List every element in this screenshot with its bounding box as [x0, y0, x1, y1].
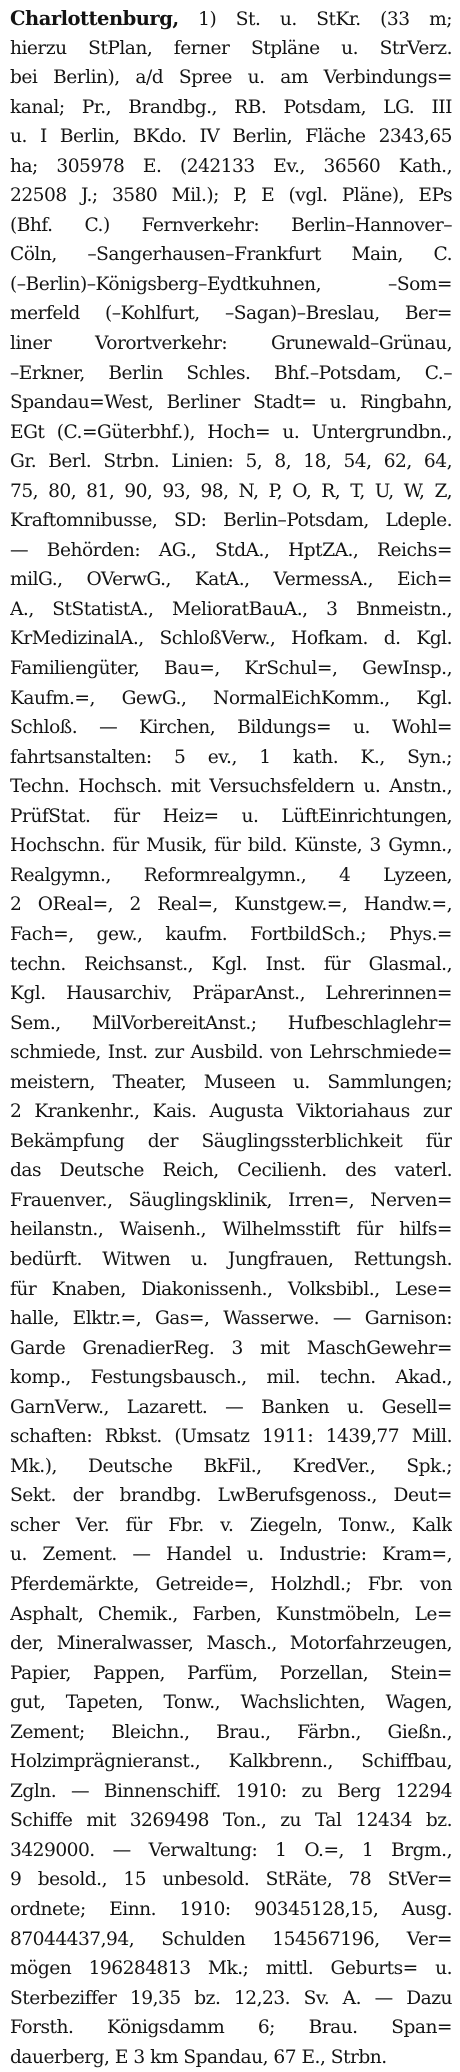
text-line — [10, 1836, 452, 1866]
text-line-content: Frauenver., Säuglingsklinik, Irren=, Nerven= — [10, 1189, 452, 1211]
text-line-content: Sterbeziffer 19,35 bz. 12,23. Sv. A. — Dazu — [10, 1987, 452, 2009]
text-line — [10, 63, 452, 93]
text-line-content: dauerberg, E 3 km Spandau, 67 E., Strbn. — [10, 2046, 387, 2068]
text-line — [10, 536, 452, 566]
text-line-content: hierzu StPlan, ferner Stpläne u. StrVerz. — [10, 37, 452, 59]
text-line — [10, 122, 452, 152]
text-line-content: Familiengüter, Bau=, KrSchul=, GewInsp., — [10, 658, 452, 680]
text-line-content: ha; 305978 E. (242133 Ev., 36560 Kath., — [10, 155, 452, 177]
text-line — [10, 802, 452, 832]
text-line — [10, 861, 452, 891]
text-line-content: mögen 196284813 Mk.; mittl. Geburts= u. — [10, 1958, 452, 1980]
text-line — [10, 1777, 452, 1807]
text-line — [10, 950, 452, 980]
text-line-content: milG., OVerwG., KatA., VermessA., Eich= — [10, 569, 452, 591]
text-line-content: Kgl. Hausarchiv, PräparAnst., Lehrerinnen= — [10, 983, 452, 1005]
text-line-content: 87044437,94, Schulden 154567196, Ver= — [10, 1928, 452, 1950]
text-line — [10, 34, 452, 64]
text-line — [10, 1363, 452, 1393]
text-line-content: kanal; Pr., Brandbg., RB. Potsdam, LG. III — [10, 96, 452, 118]
text-line — [10, 1895, 452, 1925]
text-line-content: scher Ver. für Fbr. v. Ziegeln, Tonw., Kalk — [10, 1514, 452, 1536]
text-line — [10, 565, 452, 595]
text-line — [10, 890, 452, 920]
text-line-content: Kraftomnibusse, SD: Berlin–Potsdam, Ldeple. — [10, 510, 452, 532]
text-line — [10, 1511, 452, 1541]
text-line-content: (–Berlin)–Königsberg–Eydtkuhnen, –Som= — [10, 273, 452, 295]
text-line — [10, 299, 452, 329]
text-line — [10, 4, 452, 34]
text-line — [10, 1747, 452, 1777]
text-line — [10, 979, 452, 1009]
text-line-content: 3429000. — Verwaltung: 1 O.=, 1 Brgm., — [10, 1839, 452, 1861]
text-line-content: Fach=, gew., kaufm. FortbildSch.; Phys.= — [10, 923, 452, 945]
text-line — [10, 1422, 452, 1452]
text-line — [10, 654, 452, 684]
text-line — [10, 772, 452, 802]
text-line-content: Holzimprägnieranst., Kalkbrenn., Schiffbau, — [10, 1751, 452, 1773]
text-line-content: u. I Berlin, BKdo. IV Berlin, Fläche 2343,65 — [10, 126, 452, 148]
text-line — [10, 1215, 452, 1245]
text-line-content: Sekt. der brandbg. LwBerufsgenoss., Deut= — [10, 1485, 452, 1507]
text-line — [10, 1186, 452, 1216]
text-line-content: merfeld (–Kohlfurt, –Sagan)–Breslau, Ber= — [10, 303, 452, 325]
text-line — [10, 1393, 452, 1423]
text-line — [10, 1156, 452, 1186]
text-line-content: –Erkner, Berlin Schles. Bhf.–Potsdam, C.– — [10, 362, 452, 384]
text-line-content: 9 besold., 15 unbesold. StRäte, 78 StVer= — [10, 1869, 452, 1891]
text-line-content: komp., Festungsbausch., mil. techn. Akad., — [10, 1367, 452, 1389]
text-line — [10, 595, 452, 625]
text-line — [10, 477, 452, 507]
text-line — [10, 1127, 452, 1157]
text-line — [10, 1452, 452, 1482]
text-line-content: Cöln, –Sangerhausen–Frankfurt Main, C. — [10, 244, 452, 266]
text-line — [10, 1038, 452, 1068]
text-line-content: Hochschn. für Musik, für bild. Künste, 3 Gymn., — [10, 835, 452, 857]
text-line-content: gut, Tapeten, Tonw., Wachslichten, Wagen, — [10, 1692, 452, 1714]
text-line-content: Spandau=West, Berliner Stadt= u. Ringbahn, — [10, 392, 452, 414]
text-line-content: 2 OReal=, 2 Real=, Kunstgew.=, Handw.=, — [10, 894, 452, 916]
text-line — [10, 920, 452, 950]
text-line-content: EGt (C.=Güterbhf.), Hoch= u. Untergrundbn., — [10, 421, 452, 443]
text-line-content: KrMedizinalA., SchloßVerw., Hofkam. d. Kgl. — [10, 628, 452, 650]
text-line — [10, 447, 452, 477]
text-line — [10, 211, 452, 241]
text-line — [10, 1806, 452, 1836]
text-line-content: Zement; Bleichn., Brau., Färbn., Gießn., — [10, 1721, 452, 1743]
text-line-content: bei Berlin), a/d Spree u. am Verbindungs= — [10, 67, 452, 89]
gazetteer-entry-charlottenburg — [10, 4, 452, 2072]
text-line-content: fahrtsanstalten: 5 ev., 1 kath. K., Syn.; — [10, 746, 452, 768]
text-line-content: schmiede, Inst. zur Ausbild. von Lehrschmiede= — [10, 1042, 452, 1064]
text-line — [10, 1688, 452, 1718]
text-line-content: der, Mineralwasser, Masch., Motorfahrzeugen, — [10, 1633, 452, 1655]
text-line — [10, 713, 452, 743]
text-line — [10, 1984, 452, 2014]
text-line — [10, 1925, 452, 1955]
text-line-content: PrüfStat. für Heiz= u. LüftEinrichtungen, — [10, 805, 452, 827]
text-line-content: u. Zement. — Handel u. Industrie: Kram=, — [10, 1544, 452, 1566]
text-line-content: liner Vorortverkehr: Grunewald–Grünau, — [10, 333, 452, 355]
text-line-content: Sem., MilVorbereitAnst.; Hufbeschlaglehr= — [10, 1012, 452, 1034]
text-line — [10, 1275, 452, 1305]
text-line — [10, 1540, 452, 1570]
text-line-content: 22508 J.; 3580 Mil.); P, E (vgl. Pläne), EPs — [10, 185, 452, 207]
text-line-content: ordnete; Einn. 1910: 90345128,15, Ausg. — [10, 1899, 452, 1920]
text-line-content: schaften: Rbkst. (Umsatz 1911: 1439,77 Mill. — [10, 1426, 452, 1448]
text-line-content: 2 Krankenhr., Kais. Augusta Viktoriahaus zur — [10, 1101, 452, 1123]
text-line — [10, 1068, 452, 1098]
text-line-content: halle, Elktr.=, Gas=, Wasserwe. — Garnison: — [10, 1308, 452, 1330]
text-line — [10, 506, 452, 536]
text-line-content: Techn. Hochsch. mit Versuchsfeldern u. Anstn., — [10, 776, 452, 798]
text-line — [10, 684, 452, 714]
text-line — [10, 1570, 452, 1600]
text-line-content: Zgln. — Binnenschiff. 1910: zu Berg 12294 — [10, 1780, 452, 1802]
text-line — [10, 240, 452, 270]
text-line — [10, 1481, 452, 1511]
text-line-content: für Knaben, Diakonissenh., Volksbibl., Lese= — [10, 1278, 452, 1300]
text-line — [10, 270, 452, 300]
text-line-content: GarnVerw., Lazarett. — Banken u. Gesell= — [10, 1396, 452, 1418]
text-line-content: — Behörden: AG., StdA., HptZA., Reichs= — [10, 539, 452, 561]
text-line-content: Asphalt, Chemik., Farben, Kunstmöbeln, Le= — [10, 1603, 452, 1625]
entry-headword: Charlottenburg, — [10, 7, 179, 30]
text-line — [10, 418, 452, 448]
text-line — [10, 1954, 452, 1984]
text-line-content: Schloß. — Kirchen, Bildungs= u. Wohl= — [10, 717, 452, 739]
text-line-content: Gr. Berl. Strbn. Linien: 5, 8, 18, 54, 62, 64, — [10, 451, 452, 473]
text-line — [10, 831, 452, 861]
text-line — [10, 1304, 452, 1334]
text-line-content: A., StStatistA., MelioratBauA., 3 Bnmeistn., — [10, 598, 452, 620]
text-line — [10, 2043, 452, 2072]
text-line — [10, 743, 452, 773]
text-line — [10, 329, 452, 359]
text-line — [10, 1659, 452, 1689]
text-line — [10, 624, 452, 654]
text-line-content: (Bhf. C.) Fernverkehr: Berlin–Hannover– — [10, 214, 452, 236]
text-line-content: techn. Reichsanst., Kgl. Inst. für Glasmal., — [10, 953, 452, 975]
text-line — [10, 1009, 452, 1039]
text-line — [10, 1865, 452, 1895]
text-line — [10, 181, 452, 211]
text-line — [10, 2013, 452, 2043]
text-line-content: Forsth. Königsdamm 6; Brau. Span= — [10, 2017, 452, 2039]
text-line — [10, 1629, 452, 1659]
text-line — [10, 1334, 452, 1364]
text-line-content: das Deutsche Reich, Cecilienh. des vaterl. — [10, 1160, 452, 1182]
text-line-content: Bekämpfung der Säuglingssterblichkeit für — [10, 1130, 452, 1152]
text-line-content: Realgymn., Reformrealgymn., 4 Lyzeen, — [10, 864, 452, 886]
text-line-content: Papier, Pappen, Parfüm, Porzellan, Stein= — [10, 1662, 452, 1684]
text-line-content: Pferdemärkte, Getreide=, Holzhdl.; Fbr. von — [10, 1573, 452, 1595]
text-line-content: bedürft. Witwen u. Jungfrauen, Rettungsh. — [10, 1248, 452, 1270]
text-line — [10, 1245, 452, 1275]
text-line — [10, 1600, 452, 1630]
text-line-content: Mk.), Deutsche BkFil., KredVer., Spk.; — [10, 1455, 452, 1477]
text-line-content: meistern, Theater, Museen u. Sammlungen; — [10, 1071, 452, 1093]
text-line — [10, 1718, 452, 1748]
text-line-content: Kaufm.=, GewG., NormalEichKomm., Kgl. — [10, 687, 452, 709]
text-line-content: Garde GrenadierReg. 3 mit MaschGewehr= — [10, 1337, 452, 1359]
text-line-content: 75, 80, 81, 90, 93, 98, N, P, O, R, T, U, W, Z, — [10, 480, 452, 502]
text-line-content: 1) St. u. StKr. (33 m; — [178, 9, 452, 30]
text-line — [10, 1097, 452, 1127]
text-line-content: heilanstn., Waisenh., Wilhelmsstift für hilfs= — [10, 1219, 452, 1241]
text-line — [10, 388, 452, 418]
text-line — [10, 93, 452, 123]
text-line — [10, 359, 452, 389]
text-line-content: Schiffe mit 3269498 Ton., zu Tal 12434 bz. — [10, 1810, 452, 1832]
text-line — [10, 152, 452, 182]
